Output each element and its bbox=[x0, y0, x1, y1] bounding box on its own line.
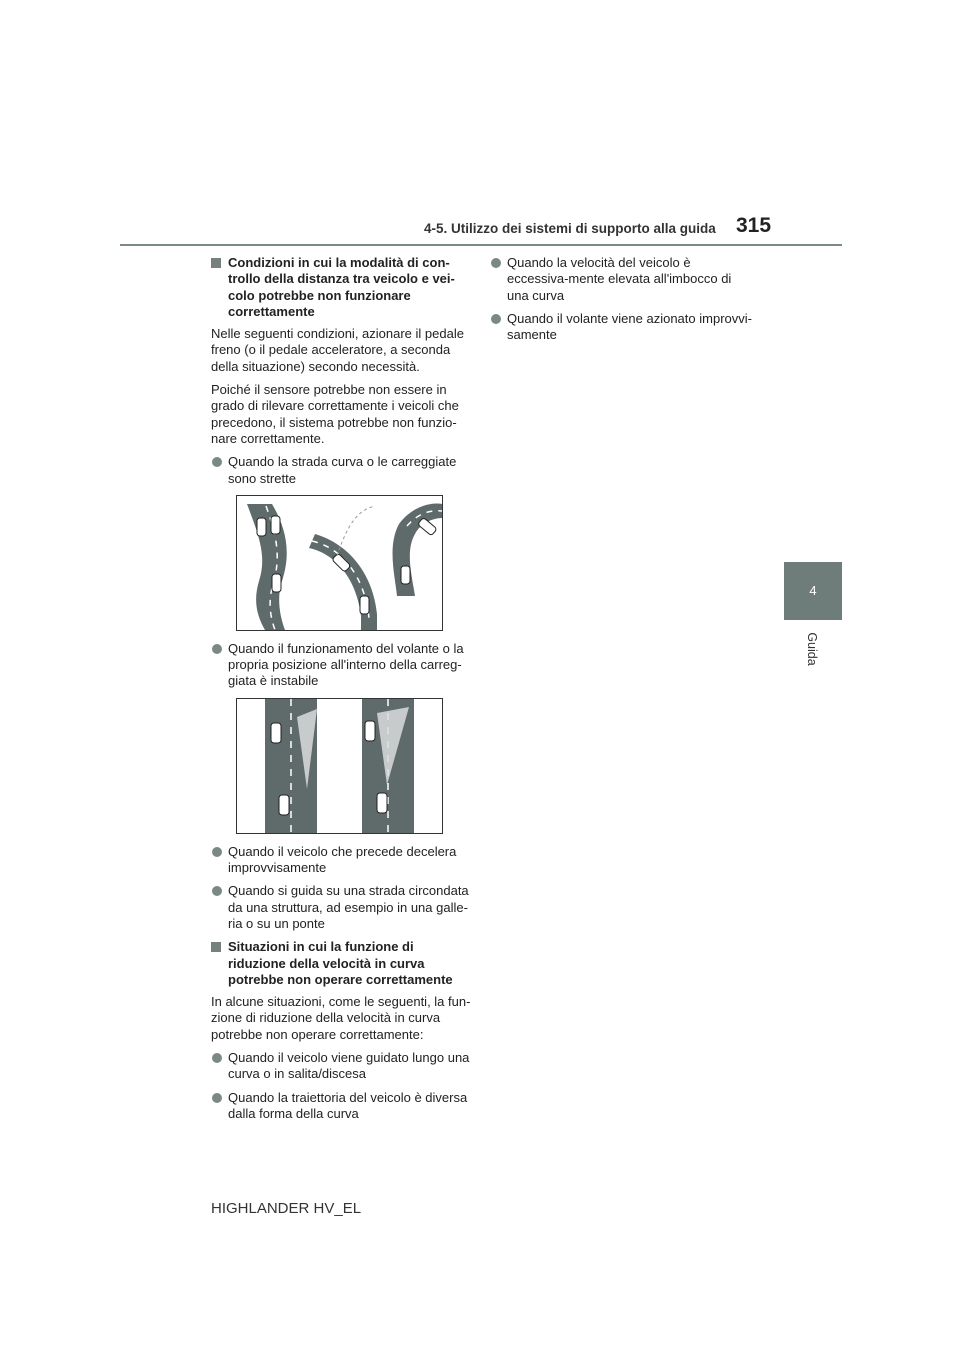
bullet-text: Quando la velocità del veicolo è eccessiva-mente elevata all'imbocco di una curva bbox=[507, 255, 732, 303]
bullet-dot-icon bbox=[491, 314, 501, 324]
bullet-dot-icon bbox=[212, 644, 222, 654]
section-heading bbox=[211, 939, 473, 988]
chapter-label bbox=[803, 632, 821, 672]
right-column bbox=[490, 255, 752, 350]
bullet-item bbox=[490, 311, 752, 344]
page-number: 315 bbox=[736, 214, 772, 237]
bullet-text: Quando il volante viene azionato improvvi-samente bbox=[507, 310, 752, 343]
bullet-item bbox=[211, 844, 473, 877]
bullet-text: Quando la strada curva o le carreggiate sono strette bbox=[228, 454, 457, 486]
bullet-item bbox=[211, 454, 473, 487]
left-column bbox=[211, 255, 473, 1129]
chapter-number: 4 bbox=[809, 583, 817, 598]
bullet-item bbox=[211, 883, 473, 932]
chapter-tab[interactable] bbox=[784, 562, 842, 620]
bullet-item bbox=[490, 255, 752, 304]
square-bullet-icon bbox=[211, 258, 221, 268]
paragraph: Nelle seguenti condizioni, azionare il pedale freno (o il pedale acceleratore, a seconda della situazione) secondo necessità. bbox=[211, 326, 464, 374]
bullet-text: Quando si guida su una strada circondata da una struttura, ad esempio in una galle-ria o su un ponte bbox=[228, 883, 469, 931]
bullet-text: Quando il funzionamento del volante o la propria posizione all'interno della carreg-giata è instabile bbox=[228, 640, 464, 689]
figure-unstable-steering bbox=[236, 698, 443, 834]
bullet-dot-icon bbox=[212, 457, 222, 467]
bullet-text: Quando il veicolo che precede decelera improvvisamente bbox=[228, 843, 457, 876]
bullet-dot-icon bbox=[212, 1053, 222, 1063]
bullet-item bbox=[211, 641, 473, 690]
chapter-label-text: Guida bbox=[805, 632, 819, 666]
heading-text: Situazioni in cui la funzione di riduzione della velocità in curva potrebbe non operare correttamente bbox=[228, 939, 453, 987]
square-bullet-icon bbox=[211, 942, 221, 952]
section-title: 4-5. Utilizzo dei sistemi di supporto alla guida bbox=[424, 221, 716, 236]
bullet-dot-icon bbox=[491, 258, 501, 268]
paragraph: Poiché il sensore potrebbe non essere in grado di rilevare correttamente i veicoli che precedono, il sistema potrebbe non funzio-nare correttamente. bbox=[211, 382, 459, 446]
section-heading bbox=[211, 255, 473, 320]
bullet-dot-icon bbox=[212, 886, 222, 896]
paragraph: In alcune situazioni, come le seguenti, la fun-zione di riduzione della velocità in curva potrebbe non operare correttamente: bbox=[211, 994, 471, 1042]
header-divider bbox=[120, 244, 842, 246]
bullet-dot-icon bbox=[212, 1093, 222, 1103]
figure-curved-roads bbox=[236, 495, 443, 631]
footer-model-name: HIGHLANDER HV_EL bbox=[211, 1200, 362, 1217]
bullet-item bbox=[211, 1050, 473, 1083]
bullet-text: Quando la traiettoria del veicolo è diversa dalla forma della curva bbox=[228, 1089, 468, 1121]
bullet-text: Quando il veicolo viene guidato lungo una curva o in salita/discesa bbox=[228, 1050, 470, 1082]
bullet-dot-icon bbox=[212, 847, 222, 857]
heading-text: Condizioni in cui la modalità di con-trollo della distanza tra veicolo e vei-colo potrebbe non funzionare correttamente bbox=[228, 255, 455, 319]
bullet-item bbox=[211, 1090, 473, 1123]
